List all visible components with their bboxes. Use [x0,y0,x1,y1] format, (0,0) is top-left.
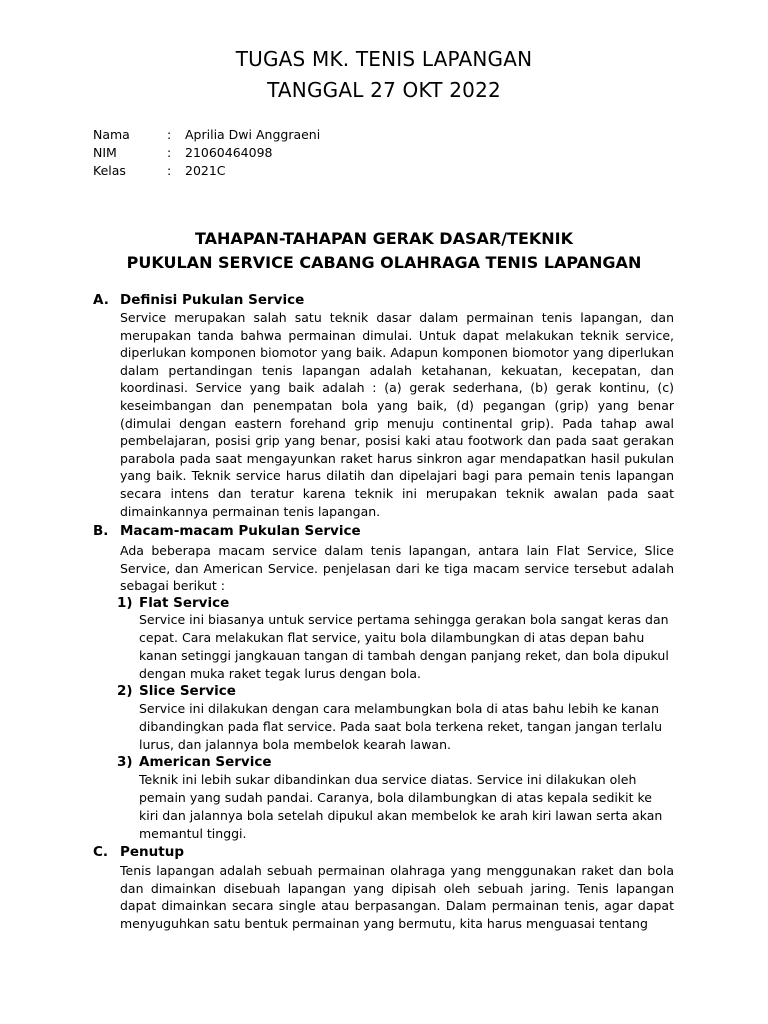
subheading-slice-service [117,683,236,699]
info-value: 2021C [185,163,226,178]
american-service-text: Teknik ini lebih sukar dibandinkan dua service diatas. Service ini dilakukan oleh pemain yang sudah pandai. Caranya, bola dilambungkan di atas kepala sedikit ke kiri dan jalannya bola setelah dipukul akan membelok ke arah kiri lawan serta akan memantul tinggi. [139,772,663,841]
section-title: Macam-macam Pukulan Service [120,523,361,539]
info-row-nim [93,144,320,162]
info-label: Kelas [93,163,126,178]
slice-service-text: Service ini dilakukan dengan cara melambungkan bola di atas bahu lebih ke kanan dibandingkan pada flat service. Pada saat bola terkena reket, tangan jangan terlalu lurus, dan jalannya bola membelok kearah lawan. [139,701,663,752]
section-b-paragraph: Ada beberapa macam service dalam tenis lapangan, antara lain Flat Service, Slice Service, dan American Service. penjelasan dari ke tiga macam service tersebut adalah sebagai berikut : [120,543,674,594]
item-number: 2) [117,683,133,699]
info-label: Nama [93,127,130,142]
flat-service-text: Service ini biasanya untuk service pertama sehingga gerakan bola sangat keras dan cepat. Cara melakukan flat service, yaitu bola dilambungkan di atas depan bahu kanan setinggi jangkauan tangan di tambah dengan panjang reket, dan bola dipukul dengan muka raket tegak lurus dengan bola. [139,612,669,681]
item-title: American Service [139,754,272,770]
section-title: Definisi Pukulan Service [120,292,305,308]
section-heading-c [93,844,184,860]
info-label: NIM [93,145,117,160]
info-value: Aprilia Dwi Anggraeni [185,127,321,142]
subtitle-line-2: PUKULAN SERVICE CABANG OLAHRAGA TENIS LAPANGAN [126,253,642,272]
section-letter: C. [93,844,109,860]
subheading-american-service [117,754,272,770]
section-a-paragraph: Service merupakan salah satu teknik dasar dalam permainan tenis lapangan, dan merupakan tanda bahwa permainan dimulai. Untuk dapat melakukan teknik service, diperlukan komponen biomotor yang baik. Adapun komponen biomotor yang diperlukan dalam pertandingan tenis lapangan adalah ketahanan, kekuatan, kecepatan, dan koordinasi. Service yang baik adalah : (a) gerak sederhana, (b) gerak kontinu, (c) keseimbangan dan penempatan bola yang baik, (d) pegangan (grip) yang benar (dimulai dengan eastern forehand grip menuju continental grip). Pada tahap awal pembelajaran, posisi grip yang benar, posisi kaki atau footwork dan pada saat gerakan parabola pada saat mengayunkan raket harus sinkron agar mendapatkan hasil pukulan yang baik. Teknik service harus dilatih dan dipelajari bagi para pemain tenis lapangan secara intens dan teratur karena teknik ini merupakan teknik awalan pada saat dimainkannya permainan tenis lapangan. [120,310,674,519]
student-info [93,126,320,180]
item-title: Flat Service [139,595,230,611]
info-colon: : [167,145,172,160]
section-c-paragraph: Tenis lapangan adalah sebuah permainan olahraga yang menggunakan raket dan bola dan dimainkan disebuah lapangan yang dipisah oleh sebuah jaring. Tenis lapangan dapat dimainkan secara single atau berpasangan. Dalam permainan tenis, agar dapat menyuguhkan satu bentuk permainan yang bermutu, kita harus menguasai tentang [120,863,674,931]
section-title: Penutup [120,844,184,860]
info-colon: : [167,127,172,142]
info-colon: : [167,163,172,178]
subtitle-line-1: TAHAPAN-TAHAPAN GERAK DASAR/TEKNIK [194,229,574,248]
item-title: Slice Service [139,683,236,699]
subheading-flat-service [117,595,229,611]
section-letter: A. [93,292,109,308]
section-heading-b [93,523,361,539]
section-letter: B. [93,523,109,539]
info-row-name [93,126,320,144]
document-date: TANGGAL 27 OKT 2022 [267,78,501,102]
item-number: 1) [117,595,133,611]
document-title: TUGAS MK. TENIS LAPANGAN [235,47,533,71]
item-number: 3) [117,754,133,770]
info-value: 21060464098 [185,145,273,160]
section-heading-a [93,292,304,308]
info-row-class [93,162,320,180]
